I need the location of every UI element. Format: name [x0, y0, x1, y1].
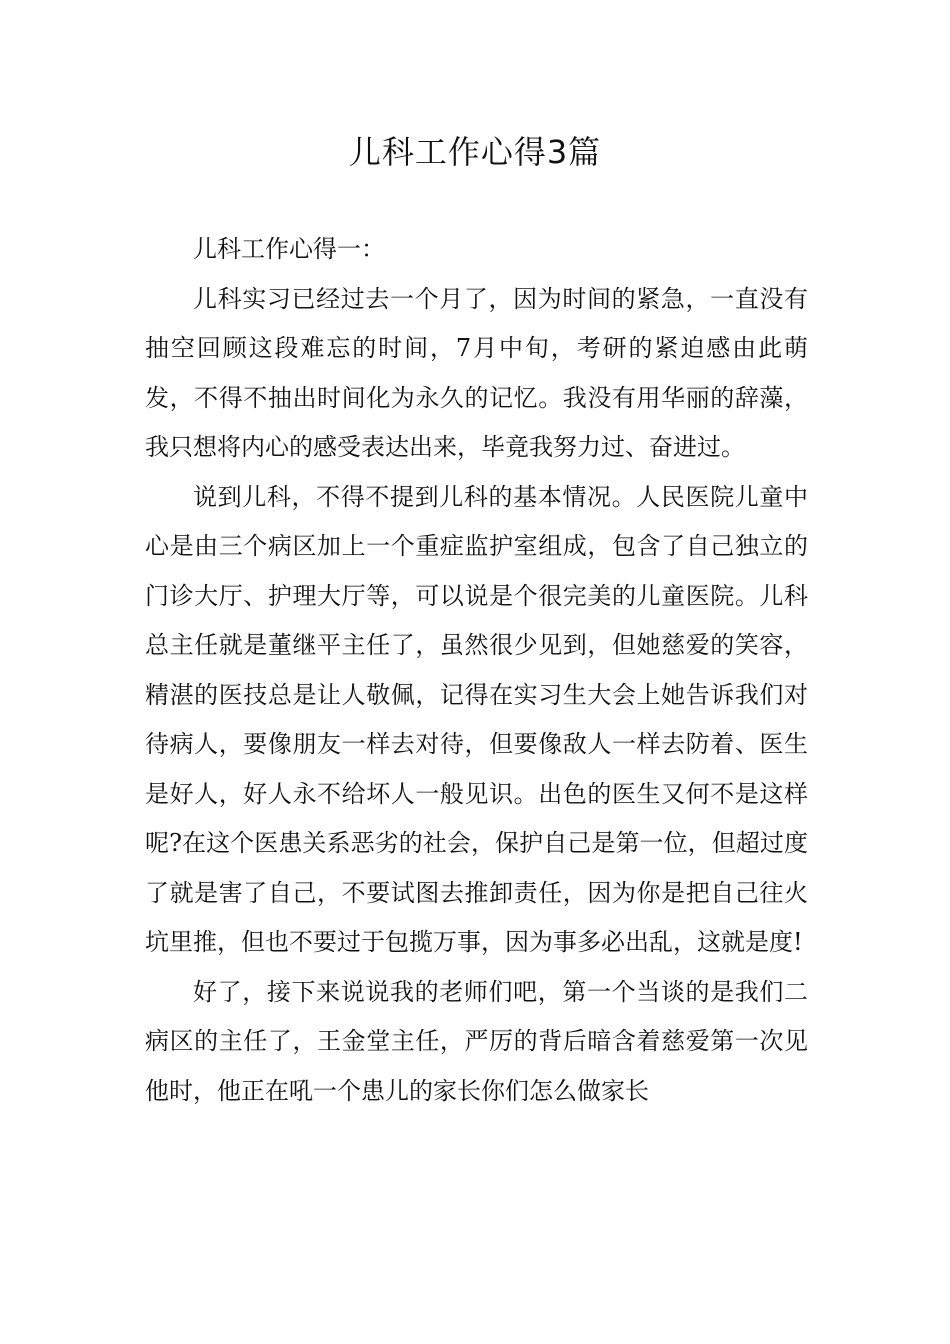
document-body: [145, 225, 808, 1116]
document-title: 儿科工作心得3篇: [348, 133, 602, 171]
section-heading: 儿科工作心得一：: [193, 235, 385, 263]
paragraph: 儿科实习已经过去一个月了，因为时间的紧急，一直没有抽空回顾这段难忘的时间，7月中旬，考研的紧迫感由此萌发，不得不抽出时间化为永久的记忆。我没有用华丽的辞藻，我只想将内心的感受表达出来，毕竟我努力过、奋进过。: [145, 284, 808, 461]
paragraph: 说到儿科，不得不提到儿科的基本情况。人民医院儿童中心是由三个病区加上一个重症监护室组成，包含了自己独立的门诊大厅、护理大厅等，可以说是个很完美的儿童医院。儿科总主任就是董继平主任了，虽然很少见到，但她慈爱的笑容，精湛的医技总是让人敬佩，记得在实习生大会上她告诉我们对待病人，要像朋友一样去对待，但要像敌人一样去防着、医生是好人，好人永不给坏人一般见识。出色的医生又何不是这样呢?在这个医患关系恶劣的社会，保护自己是第一位，但超过度了就是害了自己，不要试图去推卸责任，因为你是把自己往火坑里推，但也不要过于包揽万事，因为事多必出乱，这就是度!: [145, 482, 808, 956]
paragraph: 好了，接下来说说我的老师们吧，第一个当谈的是我们二病区的主任了，王金堂主任，严厉的背后暗含着慈爱第一次见他时，他正在吼一个患儿的家长你们怎么做家长: [145, 977, 808, 1105]
